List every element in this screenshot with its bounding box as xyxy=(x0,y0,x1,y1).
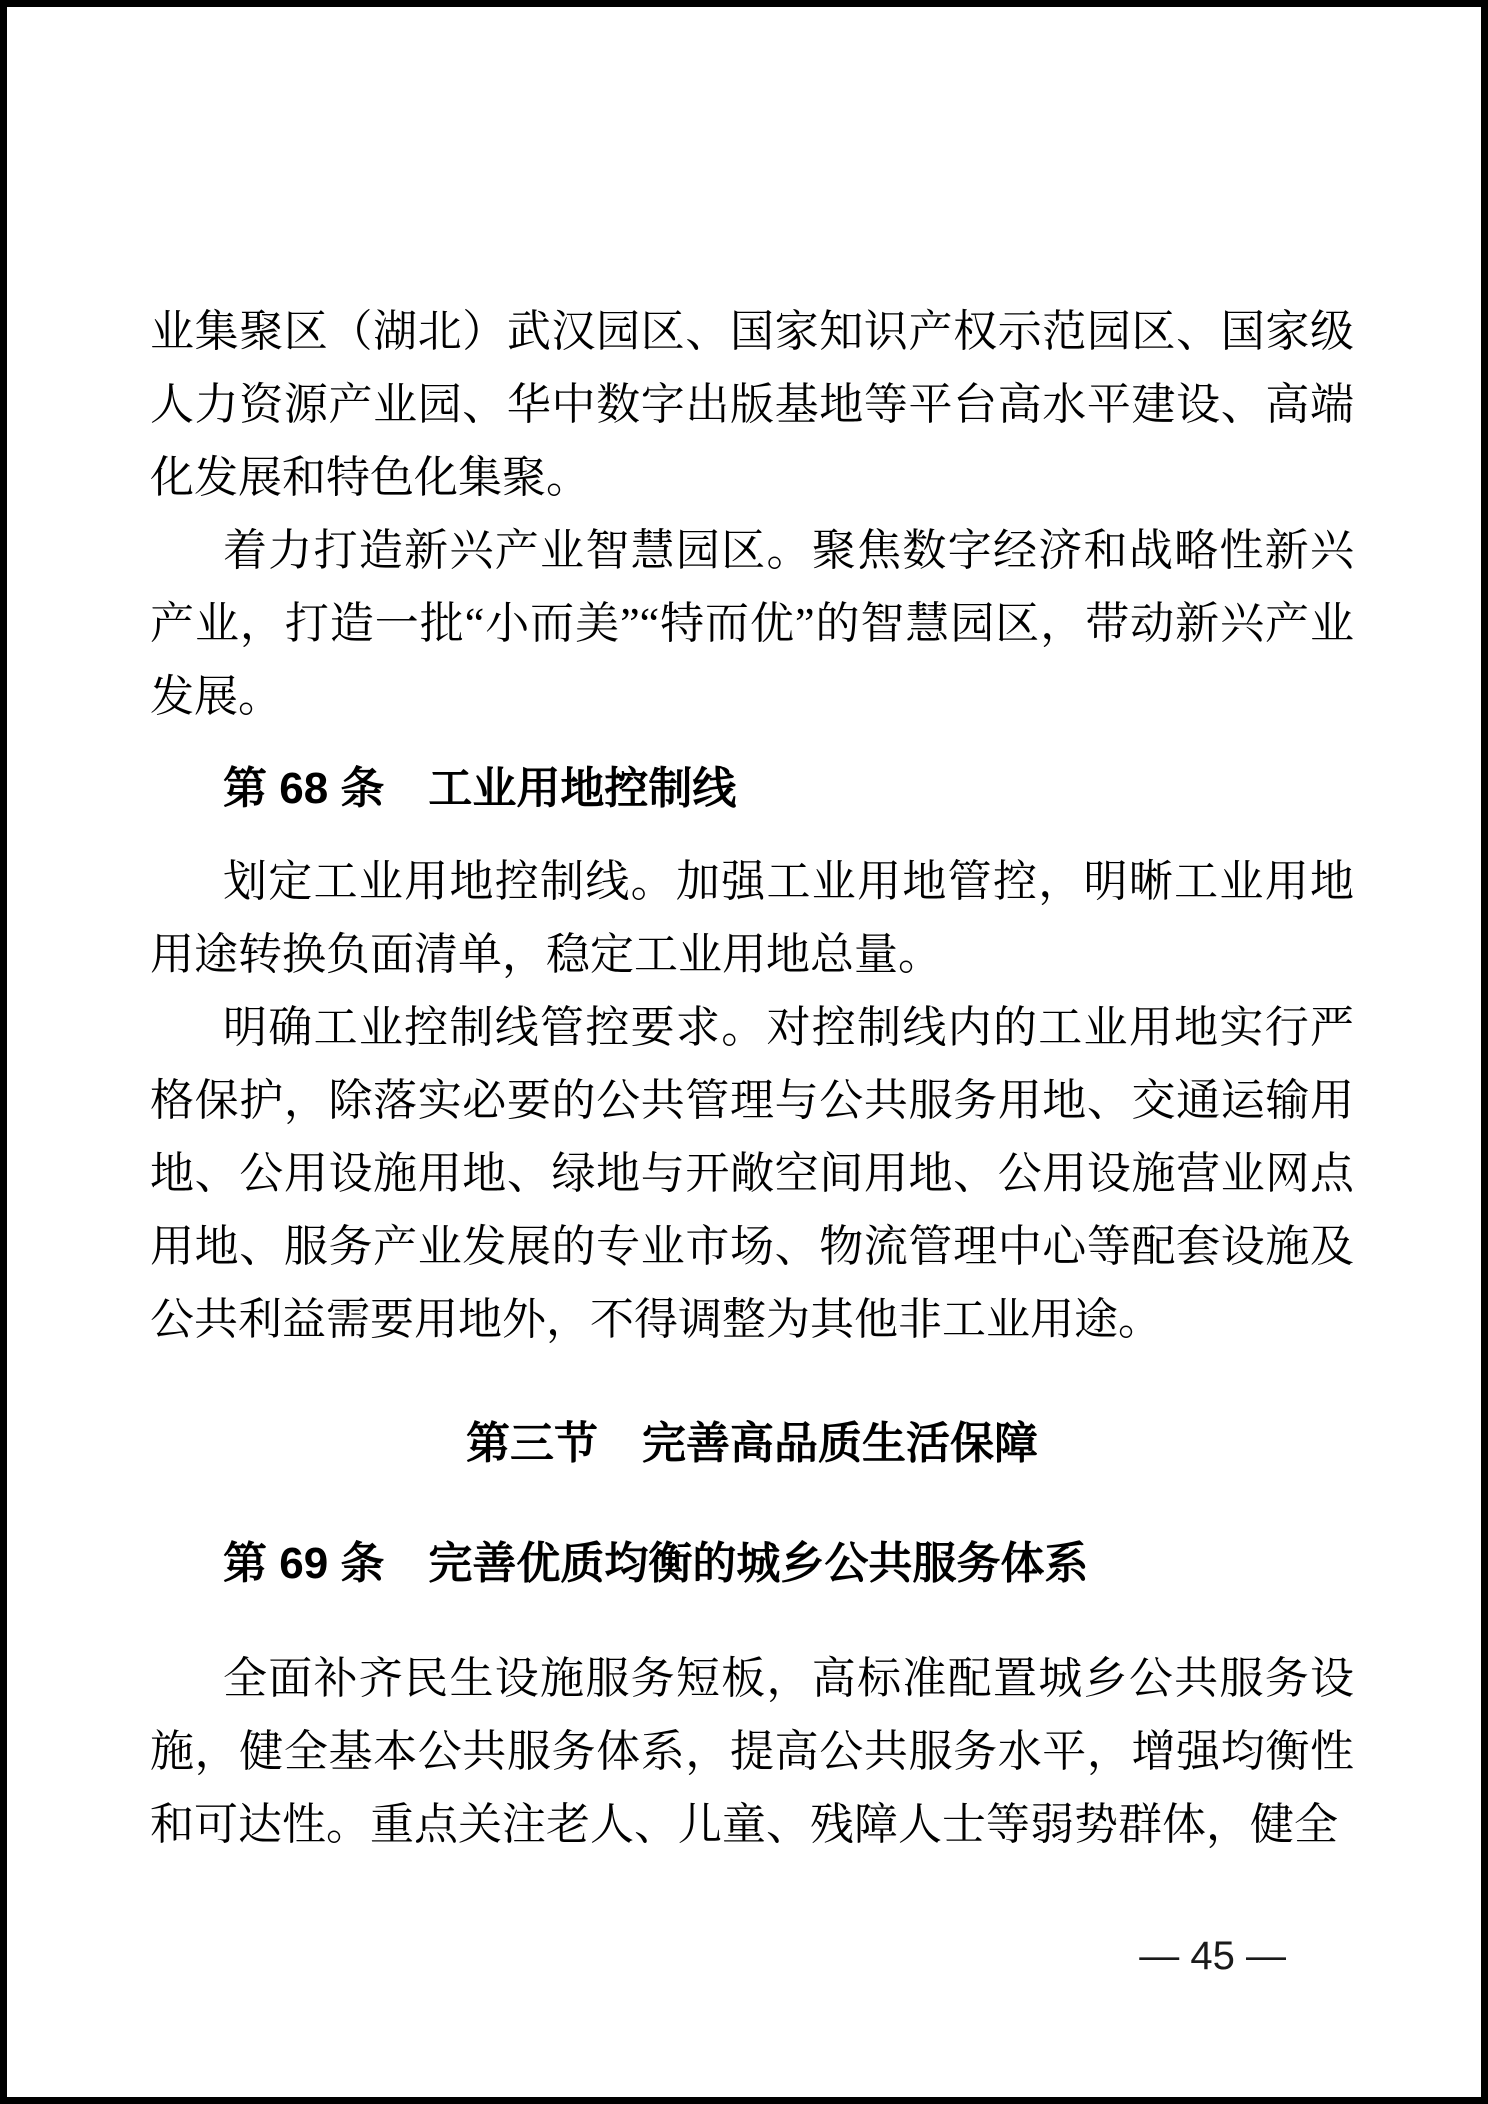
paragraph: 着力打造新兴产业智慧园区。聚焦数字经济和战略性新兴产业，打造一批“小而美”“特而优”的智慧园区，带动新兴产业发展。 xyxy=(150,526,1354,721)
page-content xyxy=(150,295,1354,1861)
paragraph: 全面补齐民生设施服务短板，高标准配置城乡公共服务设施，健全基本公共服务体系，提高公共服务水平，增强均衡性和可达性。重点关注老人、儿童、残障人士等弱势群体，健全 xyxy=(150,1654,1354,1849)
paragraph-continuation: 业集聚区（湖北）武汉园区、国家知识产权示范园区、国家级人力资源产业园、华中数字出版基地等平台高水平建设、高端化发展和特色化集聚。 xyxy=(150,307,1354,502)
article-69-heading: 第 69 条 完善优质均衡的城乡公共服务体系 xyxy=(223,1539,1089,1588)
paragraph: 明确工业控制线管控要求。对控制线内的工业用地实行严格保护，除落实必要的公共管理与公共服务用地、交通运输用地、公用设施用地、绿地与开敞空间用地、公用设施营业网点用地、服务产业发展的专业市场、物流管理中心等配套设施及公共利益需要用地外，不得调整为其他非工业用途。 xyxy=(150,1003,1354,1344)
article-68-heading: 第 68 条 工业用地控制线 xyxy=(223,764,737,813)
page-number: — 45 — xyxy=(1139,1934,1286,1978)
paragraph: 划定工业用地控制线。加强工业用地管控，明晰工业用地用途转换负面清单，稳定工业用地总量。 xyxy=(150,857,1354,979)
section-3-heading: 第三节 完善高品质生活保障 xyxy=(466,1419,1038,1468)
